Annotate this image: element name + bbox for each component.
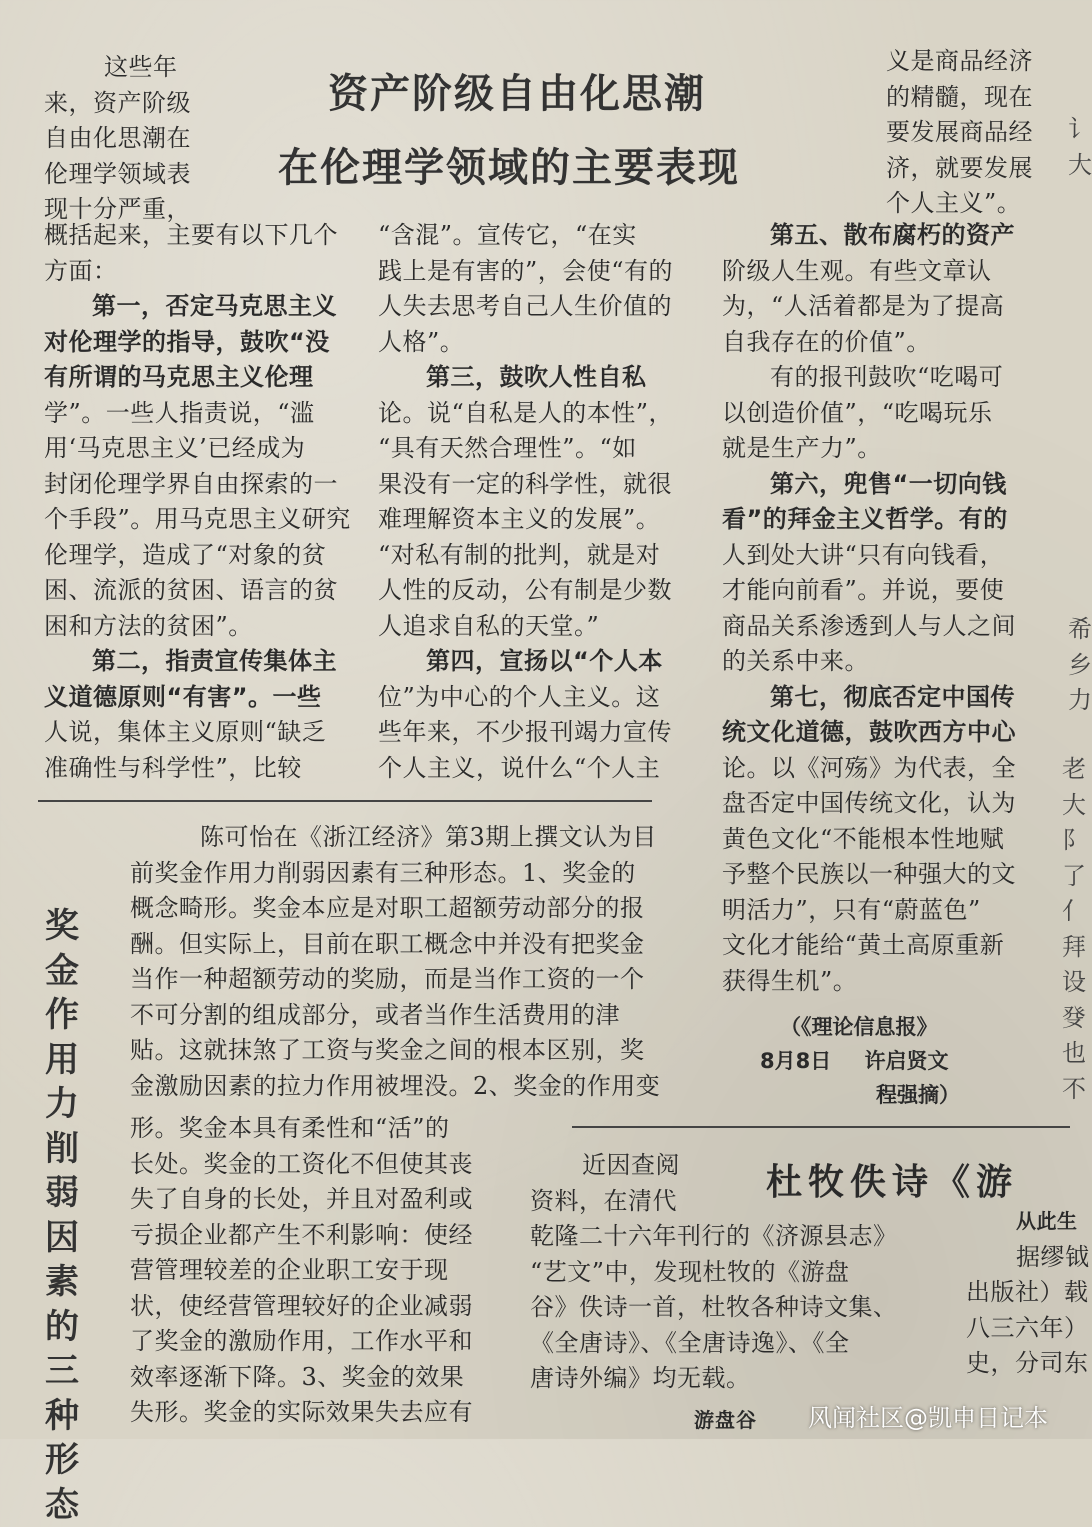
text-line: 陈可怡在《浙江经济》第3期上撰文认为目: [200, 823, 657, 851]
text-line: 人到处大讲“只有向钱看，: [722, 540, 1005, 569]
text-line: 有的报刊鼓吹“吃喝可: [770, 363, 1004, 391]
article2-title: 奖金作用力削弱因素的三种形态: [45, 906, 79, 1525]
text-line: 个人主义，说什么“个人主: [378, 753, 661, 782]
text-line: 来，资产阶级: [44, 88, 191, 117]
text-line: 困、流派的贫困、语言的贫: [44, 576, 338, 604]
text-line: 自我存在的价值”。: [722, 327, 931, 356]
text-line: 近因查阅: [582, 1151, 680, 1179]
article1-col1-intro: [44, 50, 204, 228]
text-line: 商品关系渗透到人与人之间: [722, 611, 1016, 640]
text-line: 失形。奖金的实际效果失去应有: [130, 1398, 473, 1426]
article2-body-narrow: [130, 1111, 520, 1431]
text-line: 状，使经营管理较好的企业减弱: [130, 1291, 473, 1320]
source-authors: 许启贤文: [864, 1049, 949, 1073]
text-line: 资料，在清代: [530, 1186, 677, 1215]
text-fragment: 不: [1062, 1074, 1086, 1103]
edge-fragment-top: [1068, 112, 1092, 183]
text-line: 要发展商品经: [886, 118, 1033, 146]
text-line: 明活力”，只有“蔚蓝色”: [722, 895, 981, 924]
text-fragment: 也: [1062, 1039, 1086, 1067]
text-fragment: 乡: [1068, 650, 1092, 679]
text-line: 困和方法的贫困”。: [44, 611, 253, 640]
text-line: 了奖金的激励作用，工作水平和: [130, 1327, 473, 1355]
text-line: 的精髓，现在: [886, 82, 1033, 111]
text-line: 从此生: [1016, 1209, 1078, 1233]
text-line: 唐诗外编》均无载。: [530, 1364, 751, 1392]
text-line: 据缪钺: [1016, 1242, 1090, 1271]
edge-fragment-mid: [1068, 612, 1092, 719]
text-line: 论。以《河殇》为代表，全: [722, 753, 1016, 782]
section-heading: 第二，指责宣传集体主: [92, 647, 337, 675]
text-line: “艺文”中，发现杜牧的《游盘: [530, 1257, 850, 1286]
text-fragment: 设: [1062, 968, 1086, 996]
article1-title-line1: 资产阶级自由化思潮: [328, 71, 706, 117]
text-line: 概念畸形。奖金本应是对职工超额劳动部分的报: [130, 894, 645, 922]
section-heading: 第四，宣扬以“个人本: [426, 647, 663, 675]
source-byline: [760, 1044, 1040, 1078]
text-line: 就是生产力”。: [722, 434, 882, 462]
text-line: 自由化思潮在: [44, 124, 191, 152]
article3-title: 杜牧佚诗《游: [766, 1162, 1019, 1203]
section-heading: 第七，彻底否定中国传: [770, 682, 1015, 711]
text-line: 黄色文化“不能根本性地赋: [722, 824, 1005, 853]
text-line: 营管理较差的企业职工安于现: [130, 1256, 449, 1284]
text-line: 概括起来，主要有以下几个: [44, 221, 338, 249]
text-line: 个人主义”。: [886, 189, 1022, 217]
text-fragment: 大: [1062, 790, 1086, 819]
text-line: 为，“人活着都是为了提高: [722, 292, 1005, 320]
text-line: 准确性与科学性”，比较: [44, 753, 302, 782]
text-fragment: 阝: [1062, 826, 1086, 854]
text-line: 难理解资本主义的发展”。: [378, 505, 661, 533]
source-publication: （《理论信息报》: [780, 1015, 938, 1039]
text-fragment: 拜: [1062, 932, 1086, 961]
text-fragment: 亻: [1062, 897, 1086, 925]
watermark: 风闻社区@凯申日记本: [808, 1404, 1048, 1432]
text-fragment: 大: [1068, 150, 1092, 179]
text-line: 用‘马克思主义’已经成为: [44, 434, 306, 462]
text-line: 金激励因素的拉力作用被埋没。2、奖金的作用变: [130, 1071, 661, 1100]
text-line: 八三六年）: [966, 1313, 1089, 1342]
section-heading: 第一，否定马克思主义: [92, 292, 337, 320]
text-line: 伦理学，造成了“对象的贫: [44, 540, 327, 569]
text-line: 出版社）载: [966, 1278, 1089, 1306]
text-line: 才能向前看”。并说，要使: [722, 576, 1005, 604]
text-line: 贴。这就抹煞了工资与奖金之间的根本区别，奖: [130, 1036, 645, 1064]
article3-right-col: [966, 1204, 1090, 1382]
text-line: “对私有制的批判，就是对: [378, 540, 661, 569]
text-line: 人说，集体主义原则“缺乏: [44, 718, 327, 746]
article1-col3-body: [722, 218, 1062, 999]
text-line: 学”。一些人指责说，“滥: [44, 398, 315, 427]
text-line: 不可分割的组成部分，或者当作生活费用的津: [130, 1000, 620, 1029]
text-line: 对伦理学的指导，鼓吹“没: [44, 327, 330, 356]
text-line: 论。说“自私是人的本性”，: [378, 398, 674, 427]
text-line: 统文化道德，鼓吹西方中心: [722, 718, 1016, 746]
article3-intro: [530, 1148, 730, 1219]
source-date: 8月8日: [760, 1049, 832, 1073]
text-line: 义是商品经济: [886, 47, 1033, 75]
text-line: 长处。奖金的工资化不但使其丧: [130, 1149, 473, 1178]
section-heading: 第六，兜售“一切向钱: [770, 469, 1007, 498]
text-line: 有所谓的马克思主义伦理: [44, 363, 314, 391]
text-line: 些年来，不少报刊竭力宣传: [378, 718, 672, 746]
text-line: 果没有一定的科学性，就很: [378, 469, 672, 498]
text-fragment: 讠: [1068, 115, 1092, 143]
text-line: 践上是有害的”，会使“有的: [378, 256, 674, 285]
divider-article3-top: [572, 1126, 1070, 1128]
text-line: 失了自身的长处，并且对盈利或: [130, 1185, 473, 1213]
text-line: 谷》佚诗一首，杜牧各种诗文集、: [530, 1293, 898, 1321]
text-line: 史，分司东: [966, 1349, 1089, 1377]
article1-col3-top: [886, 44, 1066, 222]
text-fragment: 了: [1062, 861, 1086, 890]
poem-title: 游盘谷: [694, 1408, 757, 1432]
article3-body: [530, 1219, 950, 1397]
text-fragment: 希: [1068, 615, 1092, 643]
article1-col1-body: [44, 218, 364, 786]
divider-article1-bottom: [38, 800, 652, 802]
article1-col2-body: [378, 218, 708, 786]
text-line: 亏损企业都产生不利影响：使经: [130, 1220, 473, 1249]
text-line: 《全唐诗》、《全唐诗逸》、《全: [530, 1328, 850, 1357]
source-editor: 程强摘）: [876, 1083, 960, 1107]
edge-fragment-bottom: [1062, 752, 1086, 1107]
text-line: 以创造价值”，“吃喝玩乐: [722, 398, 993, 427]
text-line: 予整个民族以一种强大的文: [722, 860, 1016, 888]
section-heading: 第五、散布腐朽的资产: [770, 221, 1015, 249]
text-fragment: 老: [1062, 755, 1086, 783]
text-line: 文化才能给“黄土高原重新: [722, 931, 1005, 959]
text-line: 现十分严重，: [44, 195, 191, 223]
text-line: “含混”。宣传它，“在实: [378, 221, 637, 249]
text-fragment: 癹: [1062, 1003, 1086, 1032]
text-line: 义道德原则“有害”。一些: [44, 682, 322, 711]
text-line: 这些年: [104, 53, 178, 81]
article1-title-line2: 在伦理学领域的主要表现: [278, 145, 740, 191]
text-line: 人格”。: [378, 327, 465, 356]
text-line: 济，就要发展: [886, 153, 1033, 182]
text-line: 人性的反动，公有制是少数: [378, 576, 672, 604]
text-line: 效率逐渐下降。3、奖金的效果: [130, 1362, 465, 1391]
text-line: 位”为中心的个人主义。这: [378, 682, 661, 711]
text-line: 人失去思考自己人生价值的: [378, 292, 672, 320]
text-line: 当作一种超额劳动的奖励，而是当作工资的一个: [130, 965, 645, 993]
text-line: 人追求自私的天堂。”: [378, 611, 600, 640]
text-line: 看”的拜金主义哲学。有的: [722, 505, 1008, 533]
text-line: 形。奖金本具有柔性和“活”的: [130, 1114, 450, 1142]
text-line: 前奖金作用力削弱因素有三种形态。1、奖金的: [130, 858, 636, 887]
text-line: 个手段”。用马克思主义研究: [44, 505, 351, 533]
text-line: 的关系中来。: [722, 647, 869, 675]
section-heading: 第三，鼓吹人性自私: [426, 363, 647, 391]
text-line: 阶级人生观。有些文章认: [722, 256, 992, 285]
text-line: 盘否定中国传统文化，认为: [722, 789, 1016, 817]
article2-body-wide: [130, 820, 700, 1104]
text-line: “具有天然合理性”。“如: [378, 434, 637, 462]
text-fragment: 力: [1068, 686, 1092, 714]
text-line: 方面：: [44, 256, 118, 285]
text-line: 酬。但实际上，目前在职工概念中并没有把奖金: [130, 929, 645, 958]
text-line: 伦理学领域表: [44, 159, 191, 188]
text-line: 封闭伦理学界自由探索的一: [44, 469, 338, 498]
text-line: 乾隆二十六年刊行的《济源县志》: [530, 1222, 898, 1250]
text-line: 获得生机”。: [722, 966, 858, 995]
article1-source: [760, 1010, 1040, 1112]
